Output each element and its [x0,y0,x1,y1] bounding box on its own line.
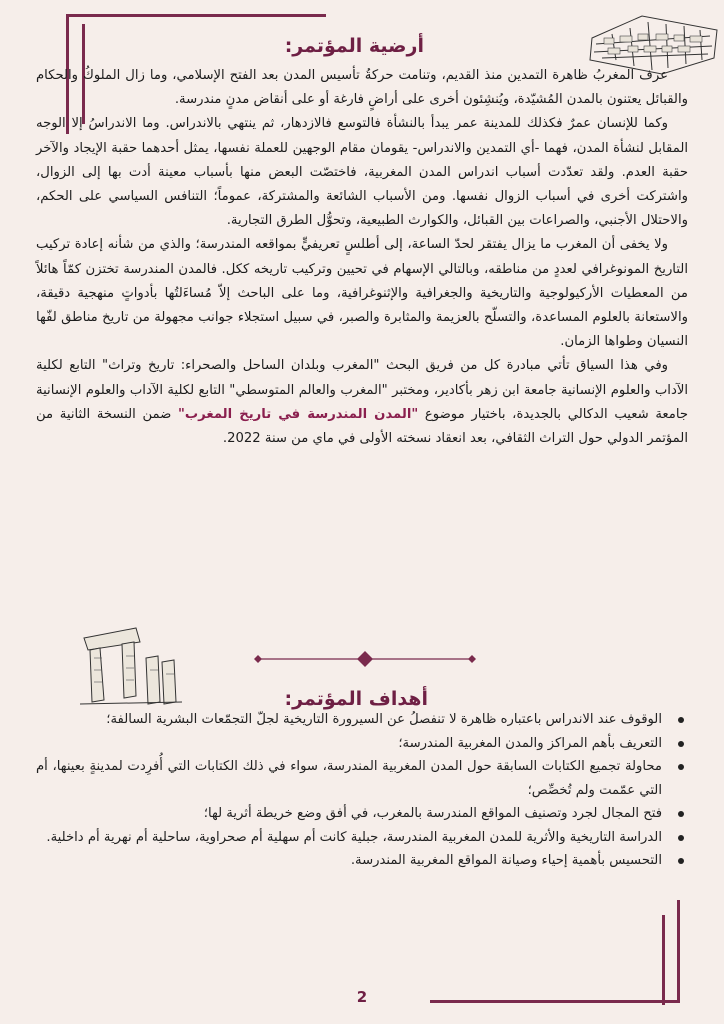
conference-theme-highlight: "المدن المندرسة في تاريخ المغرب" [178,406,419,422]
frame-line [430,1000,680,1003]
goal-item: التحسيس بأهمية إحياء وصيانة المواقع المغربية المندرسة. [36,849,670,873]
frame-line [677,900,680,1003]
goal-item: الوقوف عند الاندراس باعتباره ظاهرة لا تنفصلُ عن السيرورة التاريخية لجلّ التجمّعات البشرية السالفة؛ [36,708,670,732]
ornamental-divider [250,650,480,668]
section-title-conference-background: أرضية المؤتمر: [284,34,424,57]
paragraph-text: وفي هذا السياق تأتي مبادرة كل من فريق البحث "المغرب وبلدان الساحل والصحراء: تاريخ وتراث" التابع لكلية الآداب والعلوم الإنسانية جامعة ابن زهر بأكادير، ومختبر "المغرب والعالم المتوسطي" التابع لكلية الآداب والعلوم الإنسانية جامعة شعيب الدكالي بالجديدة، باختيار موضوع [36,358,688,422]
frame-line [66,14,326,17]
goal-item: التعريف بأهم المراكز والمدن المغربية المندرسة؛ [36,732,670,756]
goal-item: محاولة تجميع الكتابات السابقة حول المدن المغربية المندرسة، سواء في ذلك الكتابات التي أُفرِدت لمدينةٍ بعينها، أم التي عمّمت ولم تُخصِّص؛ [36,755,670,802]
page-number: 2 [356,988,368,1006]
paragraph: ولا يخفى أن المغرب ما يزال يفتقر لحدّ الساعة، إلى أطلسٍ تعريفيٍّ بمواقعه المندرسة؛ والذي من شأنه إعادة تركيب التاريخ المونوغرافي لعددٍ من مناطقه، وبالتالي الإسهام في تحيين وتركيب تاريخه ككل. فالمدن المندرسة تختزن كمّاً هائلاً من المعطيات الأركيولوجية والتاريخية والجغرافية والإثنوغرافية، وما على الباحث إلاّ مُساءَلتُها بأدواتٍ منهجية دقيقة، والاستعانة بالعلوم المساعدة، والتسلّح بالعزيمة والمثابرة والصبر، في سبيل استجلاء جوانب مجهولة من تاريخ مناطق لفّها النسيان وطواها الزمان. [36,237,688,350]
goal-item: فتح المجال لجرد وتصنيف المواقع المندرسة بالمغرب، في أفق وضع خريطة أثرية لها؛ [36,802,670,826]
goal-item: الدراسة التاريخية والأثرية للمدن المغربية المندرسة، جبلية كانت أم سهلية أم صحراوية، ساحلية أم نهرية أم داخلية. [36,826,670,850]
goals-list [36,708,688,873]
frame-line [662,915,665,1005]
paragraph-text: ضمن النسخة الثانية من المؤتمر الدولي حول التراث الثقافي، بعد انعقاد نسخته الأولى في ماي من سنة 2022. [36,406,688,447]
section-title-conference-goals: أهداف المؤتمر: [284,687,428,710]
paragraph: وكما للإنسان عمرٌ فكذلك للمدينة عمر يبدأ بالنشأة فالتوسع فالازدهار، ثم ينتهي بالاندراس. وما الاندراسُ إلا الوجه المقابل لنشأة المدن، فهما -أي التمدين والاندراس- يقومان مقام الوجهين للعملة نفسها، يمثل أحدهما حقبة الإيجاد والآخر حقبة العدم. ولقد تعدّدت أسباب اندراس المدن المغربية، فاختصّت البعض منها بأسباب معينة أدت بها إلى الزوال، واشتركت أخرى في أسباب الزوال نفسها. ومن الأسباب الشائعة والمشتركة، عموماً؛ التنافس السياسي على الحكم، والاحتلال الأجنبي، والصراعات بين القبائل، والكوارث الطبيعية، وتحوُّل الطرق التجارية. [36,116,688,229]
ancient-arch-illustration [76,618,186,708]
background-text [36,64,688,451]
paragraph [36,354,688,451]
paragraph: عرف المغربُ ظاهرة التمدين منذ القديم، وتنامت حركةُ تأسيس المدن بعد الفتح الإسلامي، وما زال الملوكُ والحكام والقبائل يعتنون بالمدن المُشيّدة، ويُنشِئون أخرى على أراضٍ فارغة أو على أنقاض مدنٍ مندرسة. [36,68,688,108]
